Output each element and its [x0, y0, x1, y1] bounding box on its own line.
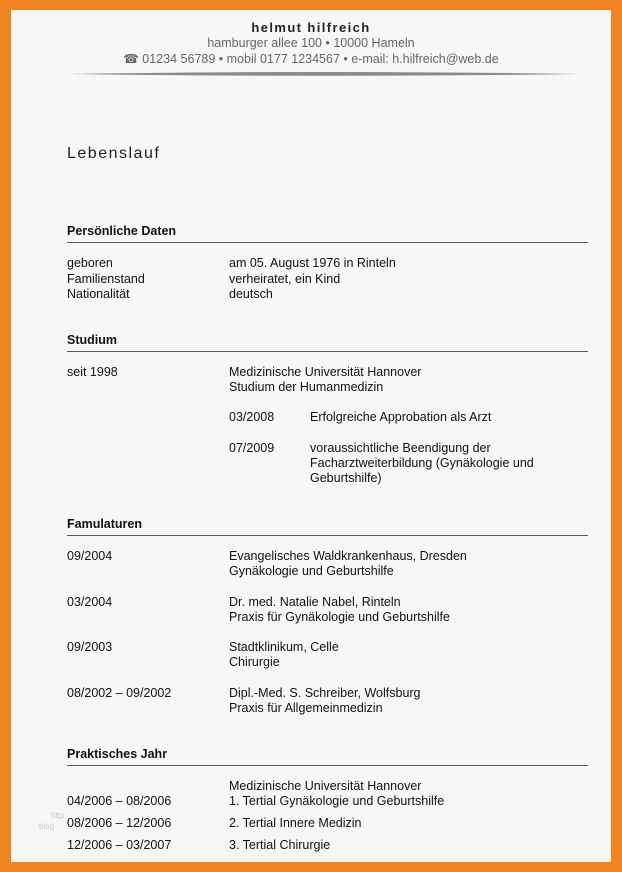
pj-intro: Medizinische Universität Hannover [229, 779, 422, 793]
applicant-contact: ☎ 01234 56789 • mobil 0177 1234567 • e-mail: h.hilfreich@web.de [123, 52, 499, 66]
famulatur-date: 09/2003 [67, 640, 113, 654]
personal-label-marital: Familienstand [67, 272, 145, 286]
document-title: Lebenslauf [67, 145, 161, 162]
studium-line: Studium der Humanmedizin [229, 380, 384, 394]
section-title-studium: Studium [67, 333, 117, 347]
section-title-famulaturen: Famulaturen [67, 517, 143, 531]
famulatur-line: Praxis für Gynäkologie und Geburtshilfe [229, 610, 450, 624]
pj-text: 3. Tertial Chirurgie [229, 838, 331, 852]
studium-sub-text: Geburtshilfe) [310, 471, 382, 485]
cv-page [11, 10, 611, 862]
personal-value-marital: verheiratet, ein Kind [229, 272, 341, 286]
pj-text: 1. Tertial Gynäkologie und Geburtshilfe [229, 794, 445, 808]
studium-sub-text: Erfolgreiche Approbation als Arzt [310, 410, 492, 424]
famulatur-line: Dr. med. Natalie Nabel, Rinteln [229, 595, 401, 609]
studium-line: Medizinische Universität Hannover [229, 365, 422, 379]
section-header-famulaturen [67, 517, 588, 536]
personal-label-nationality: Nationalität [67, 287, 130, 301]
pj-date: 12/2006 – 03/2007 [67, 838, 172, 852]
section-title-personal: Persönliche Daten [67, 224, 177, 238]
studium-date: seit 1998 [67, 365, 118, 379]
applicant-address: hamburger allee 100 • 10000 Hameln [207, 36, 415, 50]
watermark-text: http [51, 811, 65, 820]
famulatur-line: Stadtklinikum, Celle [229, 640, 339, 654]
pj-date: 08/2006 – 12/2006 [67, 816, 172, 830]
personal-label-born: geboren [67, 256, 113, 270]
famulatur-date: 08/2002 – 09/2002 [67, 686, 172, 700]
pj-date: 04/2006 – 08/2006 [67, 794, 172, 808]
studium-sub-text: voraussichtliche Beendigung der [310, 441, 491, 455]
famulatur-line: Evangelisches Waldkrankenhaus, Dresden [229, 549, 467, 563]
famulatur-line: Gynäkologie und Geburtshilfe [229, 564, 394, 578]
section-header-personal [67, 224, 588, 243]
applicant-name: helmut hilfreich [251, 20, 371, 35]
famulatur-date: 09/2004 [67, 549, 113, 563]
watermark-text: blog [39, 822, 55, 831]
personal-value-born: am 05. August 1976 in Rinteln [229, 256, 396, 270]
famulatur-date: 03/2004 [67, 595, 113, 609]
famulatur-line: Dipl.-Med. S. Schreiber, Wolfsburg [229, 686, 421, 700]
pj-text: 2. Tertial Innere Medizin [229, 816, 362, 830]
famulatur-line: Praxis für Allgemeinmedizin [229, 701, 383, 715]
studium-sub-date: 03/2008 [229, 410, 275, 424]
famulatur-line: Chirurgie [229, 655, 280, 669]
studium-sub-date: 07/2009 [229, 441, 275, 455]
section-title-praktisches-jahr: Praktisches Jahr [67, 747, 168, 761]
studium-sub-text: Facharztweiterbildung (Gynäkologie und [310, 456, 534, 470]
header-swoosh-divider [69, 71, 581, 77]
section-header-studium [67, 333, 588, 352]
section-header-praktisches-jahr [67, 747, 588, 766]
personal-value-nationality: deutsch [229, 287, 273, 301]
